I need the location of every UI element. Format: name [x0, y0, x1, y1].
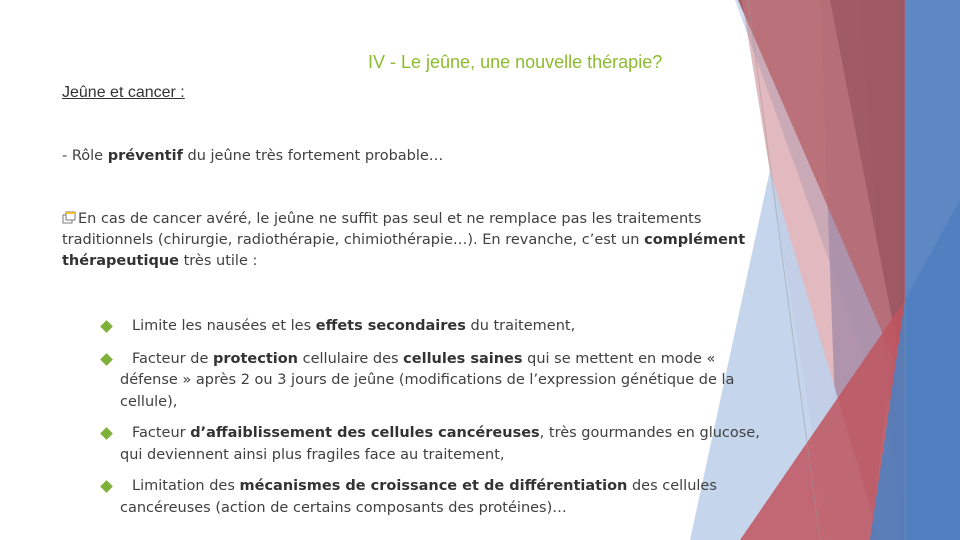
list-item	[100, 476, 760, 519]
main-paragraph	[62, 209, 762, 272]
window-icon	[62, 211, 76, 225]
bullet-text-part: Facteur de	[132, 350, 213, 367]
bullet-bold-part: cellules saines	[403, 350, 523, 367]
diamond-icon	[100, 320, 113, 333]
bullet-bold-part: mécanismes de croissance et de différentiation	[239, 478, 628, 494]
diamond-icon	[100, 353, 113, 366]
list-item	[100, 349, 760, 414]
bullet-bold-part: protection	[212, 350, 299, 367]
diamond-icon	[100, 427, 113, 440]
bullet-text-part: Limite les nausées et les	[132, 318, 316, 334]
intro-suffix: du jeûne très fortement probable…	[182, 148, 444, 164]
list-item	[100, 316, 760, 338]
intro-line	[62, 148, 443, 164]
paragraph-part2: très utile :	[179, 253, 258, 269]
bullet-text	[120, 316, 760, 338]
bullet-text	[120, 349, 760, 414]
intro-bold: préventif	[107, 148, 183, 164]
bullet-text	[120, 476, 760, 519]
intro-prefix: - Rôle	[62, 148, 108, 164]
bullet-text	[120, 423, 760, 466]
bullet-text-part: , très gourmandes en glucose, qui deviennent ainsi plus fragiles face au traitement,	[120, 425, 760, 463]
slide-title: IV - Le jeûne, une nouvelle thérapie?	[368, 52, 663, 72]
bullet-text-part: des cellules cancéreuses (action de certains composants des protéines)…	[120, 478, 717, 516]
bullet-text-part: Facteur	[132, 425, 191, 441]
bullet-text-part: qui se mettent en mode « défense » après 2 ou 3 jours de jeûne (modifications de l’expression génétique de la cellule),	[120, 350, 735, 410]
bullet-bold-part: effets secondaires	[315, 318, 466, 334]
bullet-text-part: Limitation des	[132, 478, 240, 494]
bullet-bold-part: d’affaiblissement des cellules cancéreuses	[190, 425, 540, 441]
paragraph-bold: complément thérapeutique	[62, 232, 746, 269]
paragraph-part1: En cas de cancer avéré, le jeûne ne suffit pas seul et ne remplace pas les traitements traditionnels (chirurgie, radiothérapie, chimiothérapie…). En revanche, c’est un	[62, 211, 702, 248]
section-heading: Jeûne et cancer :	[62, 84, 185, 101]
bullet-text-part: du traitement,	[465, 318, 576, 334]
bullet-list	[100, 316, 760, 519]
diamond-icon	[100, 480, 113, 493]
list-item	[100, 423, 760, 466]
bullet-text-part: cellulaire des	[298, 350, 404, 367]
